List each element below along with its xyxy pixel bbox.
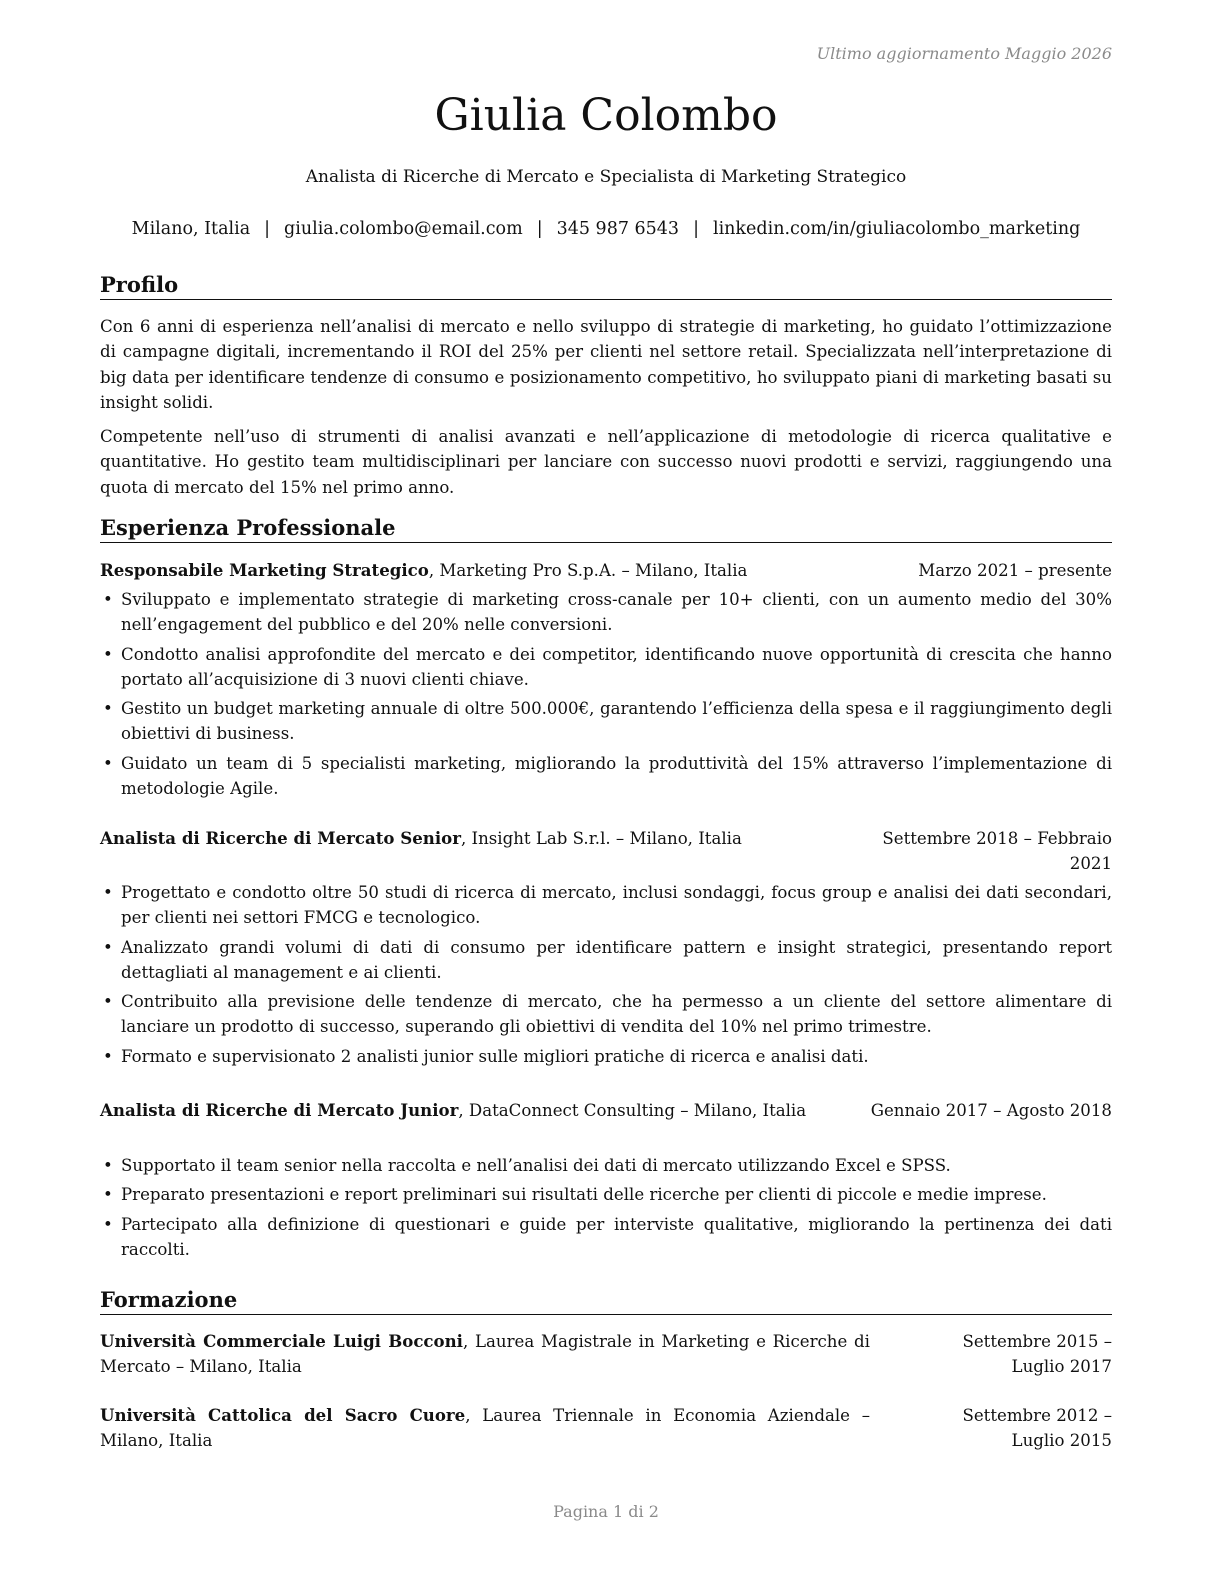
profile-paragraph: Con 6 anni di esperienza nell’analisi di mercato e nello sviluppo di strategie di marketing, ho guidato l’ottimizzazione di campagne digitali, incrementando il ROI del 25% per clienti nel settore retail. Specializzata nell’interpretazione di big data per identificare tendenze di consumo e posizionamento competitivo, ho sviluppato piani di marketing basati su insight solidi. [100,317,1112,412]
last-updated: Ultimo aggiornamento Maggio 2026 [816,44,1112,63]
page-number: Pagina 1 di 2 [553,1502,659,1521]
job-bullets [100,587,1112,805]
contact-email[interactable]: giulia.colombo@email.com [284,219,523,239]
education-institution: Università Cattolica del Sacro Cuore [100,1405,466,1425]
job-dates: Marzo 2021 – presente [918,561,1112,580]
resume-page [100,0,1112,1584]
candidate-title: Analista di Ricerche di Mercato e Specialista di Marketing Strategico [305,167,907,187]
job-company: , Marketing Pro S.p.A. – Milano, Italia [428,561,748,580]
bullet-text: Condotto analisi approfondite del mercato e dei competitor, identificando nuove opportunità di crescita che hanno portato all’acquisizione di 3 nuovi clienti chiave. [121,644,1112,689]
bullet-text: Partecipato alla definizione di questionari e guide per interviste qualitative, migliorando la pertinenza dei dati raccolti. [121,1214,1112,1259]
section-title-experience: Esperienza Professionale [100,514,1112,543]
contact-linkedin[interactable]: linkedin.com/in/giuliacolombo_marketing [712,219,1081,239]
bullet-text: Sviluppato e implementato strategie di marketing cross-canale per 10+ clienti, con un aumento medio del 30% nell’engagement del pubblico e del 20% nelle conversioni. [121,590,1112,635]
bullet-text: Formato e supervisionato 2 analisti junior sulle migliori pratiche di ricerca e analisi dati. [121,1046,869,1066]
education-item [100,1329,1112,1379]
job-dates: Gennaio 2017 – Agosto 2018 [870,1101,1112,1120]
bullet-text: Progettato e condotto oltre 50 studi di ricerca di mercato, inclusi sondaggi, focus group e analisi dei dati secondari, per clienti nei settori FMCG e tecnologico. [121,883,1112,928]
bullet-text: Gestito un budget marketing annuale di oltre 500.000€, garantendo l’efficienza della spesa e il raggiungimento degli obiettivi di business. [121,699,1112,744]
contact-location: Milano, Italia [131,219,251,239]
job-company: , Insight Lab S.r.l. – Milano, Italia [460,829,742,848]
list-item: • Preparato presentazioni e report preliminari sui risultati delle ricerche per clienti di piccole e medie imprese. [103,1185,1047,1205]
list-item: • Supportato il team senior nella raccolta e nell’analisi dei dati di mercato utilizzando Excel e SPSS. [103,1156,951,1175]
job-header [100,826,1112,873]
job-bullets [100,880,1112,1073]
job-role: Responsabile Marketing Strategico [100,560,429,580]
bullet-text: Preparato presentazioni e report preliminari sui risultati delle ricerche per clienti di piccole e medie imprese. [121,1185,1047,1205]
bullet-text: Guidato un team di 5 specialisti marketing, migliorando la produttività del 15% attraverso l’implementazione di metodologie Agile. [121,753,1112,799]
list-item: • Gestito un budget marketing annuale di oltre 500.000€, garantendo l’efficienza della spesa e il raggiungimento degli obiettivi di business. [103,699,1112,744]
list-item: • Formato e supervisionato 2 analisti junior sulle migliori pratiche di ricerca e analisi dati. [103,1046,869,1066]
job-header [100,1098,1112,1123]
job-header [100,558,1112,583]
education-degree: , Laurea Magistrale in Marketing e Ricerche di Mercato – Milano, Italia [100,1332,870,1376]
list-item: • Sviluppato e implementato strategie di marketing cross-canale per 10+ clienti, con un aumento medio del 30% nell’engagement del pubblico e del 20% nelle conversioni. [103,590,1112,635]
section-title-education: Formazione [100,1286,1112,1315]
bullet-text: Contribuito alla previsione delle tendenze di mercato, che ha permesso a un cliente del settore alimentare di lanciare un prodotto di successo, superando gli obiettivi di vendita del 10% nel primo trimestre. [121,992,1112,1037]
candidate-name: Giulia Colombo [434,90,778,141]
contact-phone: 345 987 6543 [556,219,680,239]
job-company: , DataConnect Consulting – Milano, Italia [458,1101,807,1120]
bullet-text: Analizzato grandi volumi di dati di consumo per identificare pattern e insight strategici, presentando report dettagliati al management e ai clienti. [121,937,1112,982]
contact-separator: | [264,219,271,239]
job-role: Analista di Ricerche di Mercato Junior [100,1100,459,1120]
list-item: • Analizzato grandi volumi di dati di consumo per identificare pattern e insight strategici, presentando report dettagliati al management e ai clienti. [103,937,1112,982]
job-role: Analista di Ricerche di Mercato Senior [100,828,461,848]
education-degree: , Laurea Triennale in Economia Aziendale – Milano, Italia [100,1406,870,1450]
job-dates: Settembre 2018 – Febbraio 2021 [882,829,1112,873]
contact-line [100,219,1112,239]
bullet-text: Supportato il team senior nella raccolta e nell’analisi dei dati di mercato utilizzando Excel e SPSS. [121,1156,951,1175]
education-dates: Settembre 2012 – Luglio 2015 [962,1406,1112,1450]
section-title-profile: Profilo [100,271,1112,300]
list-item: • Contribuito alla previsione delle tendenze di mercato, che ha permesso a un cliente del settore alimentare di lanciare un prodotto di successo, superando gli obiettivi di vendita del 10% nel primo trimestre. [103,992,1112,1037]
list-item: • Partecipato alla definizione di questionari e guide per interviste qualitative, migliorando la pertinenza dei dati raccolti. [103,1214,1112,1259]
contact-separator: | [693,219,699,239]
list-item: • Condotto analisi approfondite del mercato e dei competitor, identificando nuove opportunità di crescita che hanno portato all’acquisizione di 3 nuovi clienti chiave. [103,644,1112,689]
list-item: • Progettato e condotto oltre 50 studi di ricerca di mercato, inclusi sondaggi, focus group e analisi dei dati secondari, per clienti nei settori FMCG e tecnologico. [103,883,1112,928]
education-dates: Settembre 2015 – Luglio 2017 [962,1332,1112,1376]
profile-paragraph: Competente nell’uso di strumenti di analisi avanzati e nell’applicazione di metodologie di ricerca qualitative e quantitative. Ho gestito team multidisciplinari per lanciare con successo nuovi prodotti e servizi, raggiungendo una quota di mercato del 15% nel primo anno. [100,427,1112,497]
education-item [100,1403,1112,1453]
list-item: • Guidato un team di 5 specialisti marketing, migliorando la produttività del 15% attraverso l’implementazione di metodologie Agile. [103,753,1112,799]
contact-separator: | [536,219,543,239]
job-bullets [100,1153,1112,1266]
education-institution: Università Commerciale Luigi Bocconi [100,1331,463,1351]
